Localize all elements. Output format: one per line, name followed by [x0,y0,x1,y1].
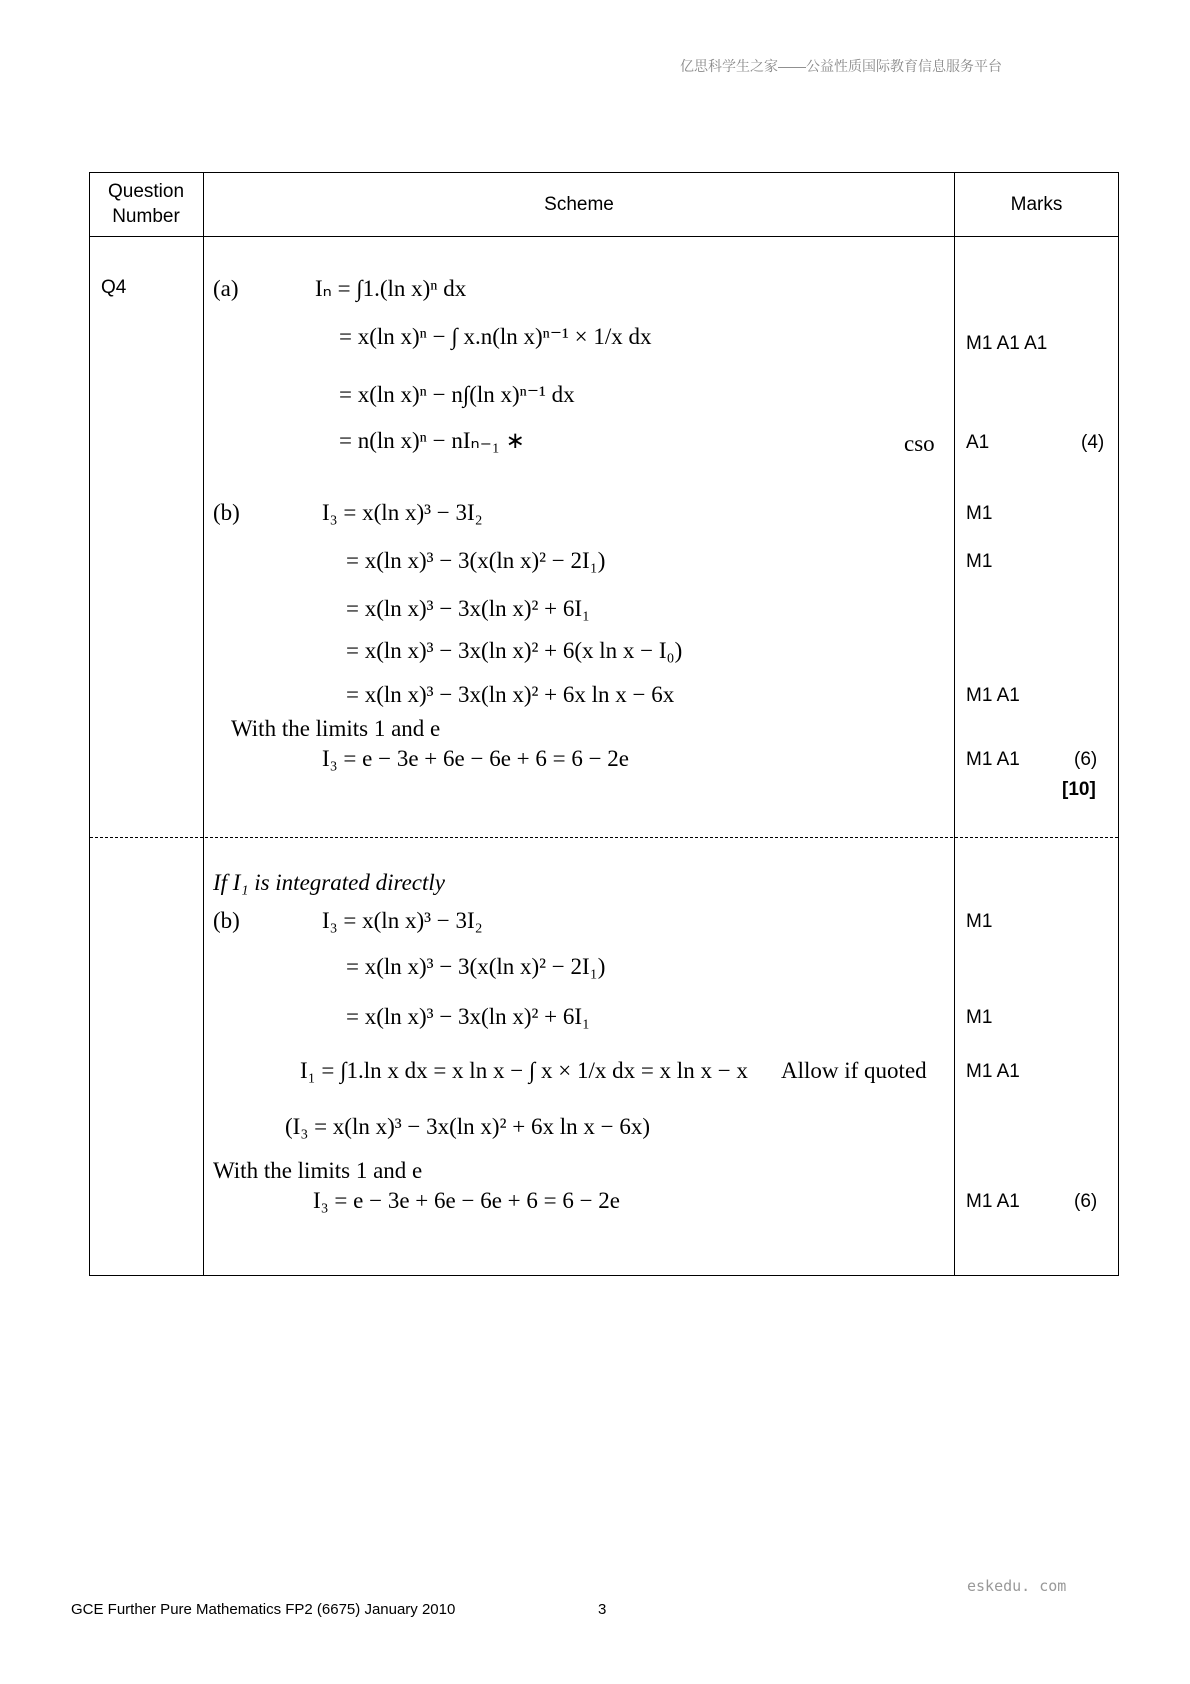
scheme-line: With the limits 1 and e [231,716,441,741]
scheme-line: I₃ = e − 3e + 6e − 6e + 6 = 6 − 2e [313,1188,621,1213]
dashed-divider [90,837,1118,838]
footer-title: GCE Further Pure Mathematics FP2 (6675) January 2010 [71,1601,456,1618]
scheme-header: Scheme [544,194,614,215]
marks: M1 A1 [966,1191,1020,1212]
scheme-line: = x(ln x)ⁿ − ∫ x.n(ln x)ⁿ⁻¹ × 1/x dx [339,324,652,349]
question-total: [10] [1062,779,1096,800]
part-label: (b) [213,908,240,933]
marks: M1 [966,551,993,572]
scheme-line: (I₃ = x(ln x)³ − 3x(ln x)² + 6x ln x − 6x) [285,1114,650,1139]
page-number: 3 [598,1601,607,1618]
marks: M1 A1 A1 [966,333,1048,354]
scheme-line: = x(ln x)ⁿ − n∫(ln x)ⁿ⁻¹ dx [339,382,575,407]
scheme-line: I₁ = ∫1.ln x dx = x ln x − ∫ x × 1/x dx = x ln x − x [300,1058,748,1083]
note: cso [904,431,935,456]
marks: A1 [966,432,990,453]
scheme-line: With the limits 1 and e [213,1158,423,1183]
scheme-line: Iₙ = ∫1.(ln x)ⁿ dx [315,276,467,301]
scheme-line: = x(ln x)³ − 3x(ln x)² + 6(x ln x − I₀) [346,638,683,663]
marks: M1 A1 [966,749,1020,770]
question-number-header: Question Number [107,181,185,227]
marks: M1 [966,503,993,524]
marks: M1 A1 [966,685,1020,706]
header-divider [90,236,1118,237]
note: Allow if quoted [781,1058,927,1083]
alt-heading: If I₁ is integrated directly [213,870,445,895]
marks: M1 [966,911,993,932]
part-total: (6) [1074,749,1098,770]
part-label: (b) [213,500,240,525]
scheme-line: I₃ = e − 3e + 6e − 6e + 6 = 6 − 2e [322,746,630,771]
marks: M1 A1 [966,1061,1020,1082]
question-number: Q4 [101,277,127,298]
column-divider [203,173,204,1275]
scheme-line: = x(ln x)³ − 3x(ln x)² + 6x ln x − 6x [346,682,675,707]
scheme-line: = x(ln x)³ − 3(x(ln x)² − 2I₁) [346,548,606,573]
part-total: (6) [1074,1191,1098,1212]
scheme-line: I₃ = x(ln x)³ − 3I₂ [322,908,483,933]
part-label: (a) [213,276,239,301]
marks-header: Marks [1010,194,1063,215]
scheme-line: = n(ln x)ⁿ − nIₙ₋₁ ∗ [339,428,525,453]
site-header: 亿思科学生之家——公益性质国际教育信息服务平台 [680,58,1002,74]
scheme-line: I₃ = x(ln x)³ − 3I₂ [322,500,483,525]
scheme-line: = x(ln x)³ − 3x(ln x)² + 6I₁ [346,1004,591,1029]
part-total: (4) [1081,432,1105,453]
scheme-line: = x(ln x)³ − 3x(ln x)² + 6I₁ [346,596,591,621]
mark-scheme-table [89,172,1119,1276]
marks: M1 [966,1007,993,1028]
column-divider [954,173,955,1275]
watermark: eskedu. com [967,1577,1067,1595]
scheme-line: = x(ln x)³ − 3(x(ln x)² − 2I₁) [346,954,606,979]
